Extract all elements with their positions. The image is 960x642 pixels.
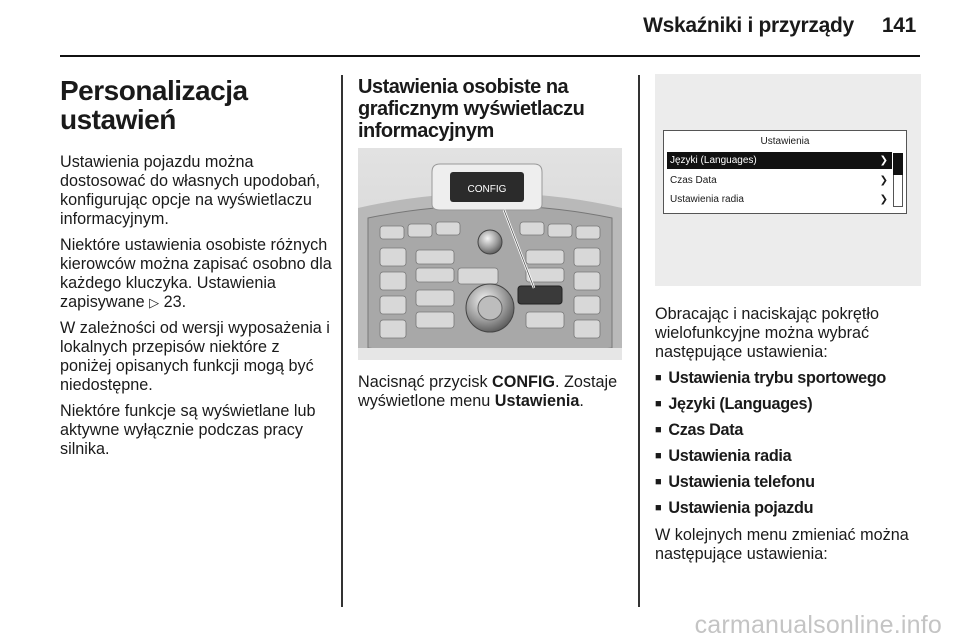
paragraph-keys-text: Niektóre ustawienia osobiste różnych kierowców można zapisać osobno dla każdego kluczyka. Ustawienia zapisywane	[60, 236, 332, 311]
column-3-text	[655, 305, 925, 571]
list-item: ■ Ustawienia radia	[655, 447, 925, 468]
display-illustration	[655, 74, 921, 286]
screen-scrollbar-thumb	[893, 153, 903, 175]
column-2	[358, 76, 630, 152]
list-item: ■ Ustawienia pojazdu	[655, 499, 925, 520]
paragraph-press-config	[358, 373, 630, 411]
list-item: ■ Ustawienia telefonu	[655, 473, 925, 494]
shown-text: . Zostaje wyświetlone menu	[358, 373, 618, 410]
period-text: .	[579, 392, 584, 410]
paragraph-engine: Niektóre funkcje są wyświetlane lub aktywne wyłącznie podczas pracy silnika.	[60, 402, 316, 458]
screen-menu-item	[667, 172, 892, 189]
settings-keyword: Ustawienia	[494, 392, 580, 410]
subheading-line-3: informacyjnym	[358, 120, 494, 142]
heading-line-1: Personalizacja	[60, 75, 248, 106]
column-divider-1	[341, 75, 343, 607]
page-header	[643, 14, 916, 38]
chevron-right-icon: ❯	[879, 194, 888, 205]
paragraph-submenus: W kolejnych menu zmieniać można następujące ustawienia:	[655, 526, 909, 563]
chevron-right-icon: ❯	[879, 175, 888, 186]
chevron-right-icon: ❯	[879, 155, 888, 166]
screen-menu-item	[667, 191, 892, 208]
column-2-text	[358, 373, 630, 418]
section-heading	[60, 76, 332, 134]
subsection-heading	[358, 76, 630, 142]
subheading-line-2: graficznym wyświetlaczu	[358, 98, 585, 120]
page-ref-link[interactable]: 23.	[163, 293, 187, 311]
screen-item-label: Ustawienia radia	[670, 194, 744, 205]
screen-title: Ustawienia	[760, 136, 810, 147]
config-keyword: CONFIG	[492, 373, 555, 391]
control-panel-illustration	[358, 148, 622, 360]
paragraph-knob: Obracając i naciskając pokrętło wielofunkcyjne można wybrać następujące ustawienia:	[655, 305, 880, 361]
paragraph-intro: Ustawienia pojazdu można dostosować do własnych upodobań, konfigurując opcje na wyświetlaczu informacyjnym.	[60, 153, 321, 228]
chapter-title: Wskaźniki i przyrządy	[643, 14, 854, 37]
list-item: ■ Ustawienia trybu sportowego	[655, 369, 925, 390]
column-divider-2	[638, 75, 640, 607]
list-item: ■ Czas Data	[655, 421, 925, 442]
page-number: 141	[881, 14, 916, 37]
list-item: ■ Języki (Languages)	[655, 395, 925, 416]
paragraph-keys	[60, 236, 332, 312]
settings-options-list	[655, 369, 925, 520]
screen-menu-item-selected	[667, 152, 892, 169]
page-ref-arrow-icon: ▷	[149, 295, 160, 310]
press-text: Nacisnąć przycisk	[358, 373, 488, 391]
paragraph-availability: W zależności od wersji wyposażenia i lokalnych przepisów niektóre z poniżej opisanych funkcji mogą być niedostępne.	[60, 319, 330, 394]
info-display-screen	[663, 130, 907, 214]
screen-item-label: Języki (Languages)	[670, 155, 757, 166]
column-1	[60, 76, 332, 466]
subheading-line-1: Ustawienia osobiste na	[358, 76, 569, 98]
heading-line-2: ustawień	[60, 104, 176, 135]
header-rule	[60, 55, 920, 57]
watermark: carmanualsonline.info	[694, 611, 942, 639]
config-button-label: CONFIG	[467, 184, 507, 195]
screen-item-label: Czas Data	[670, 175, 717, 186]
